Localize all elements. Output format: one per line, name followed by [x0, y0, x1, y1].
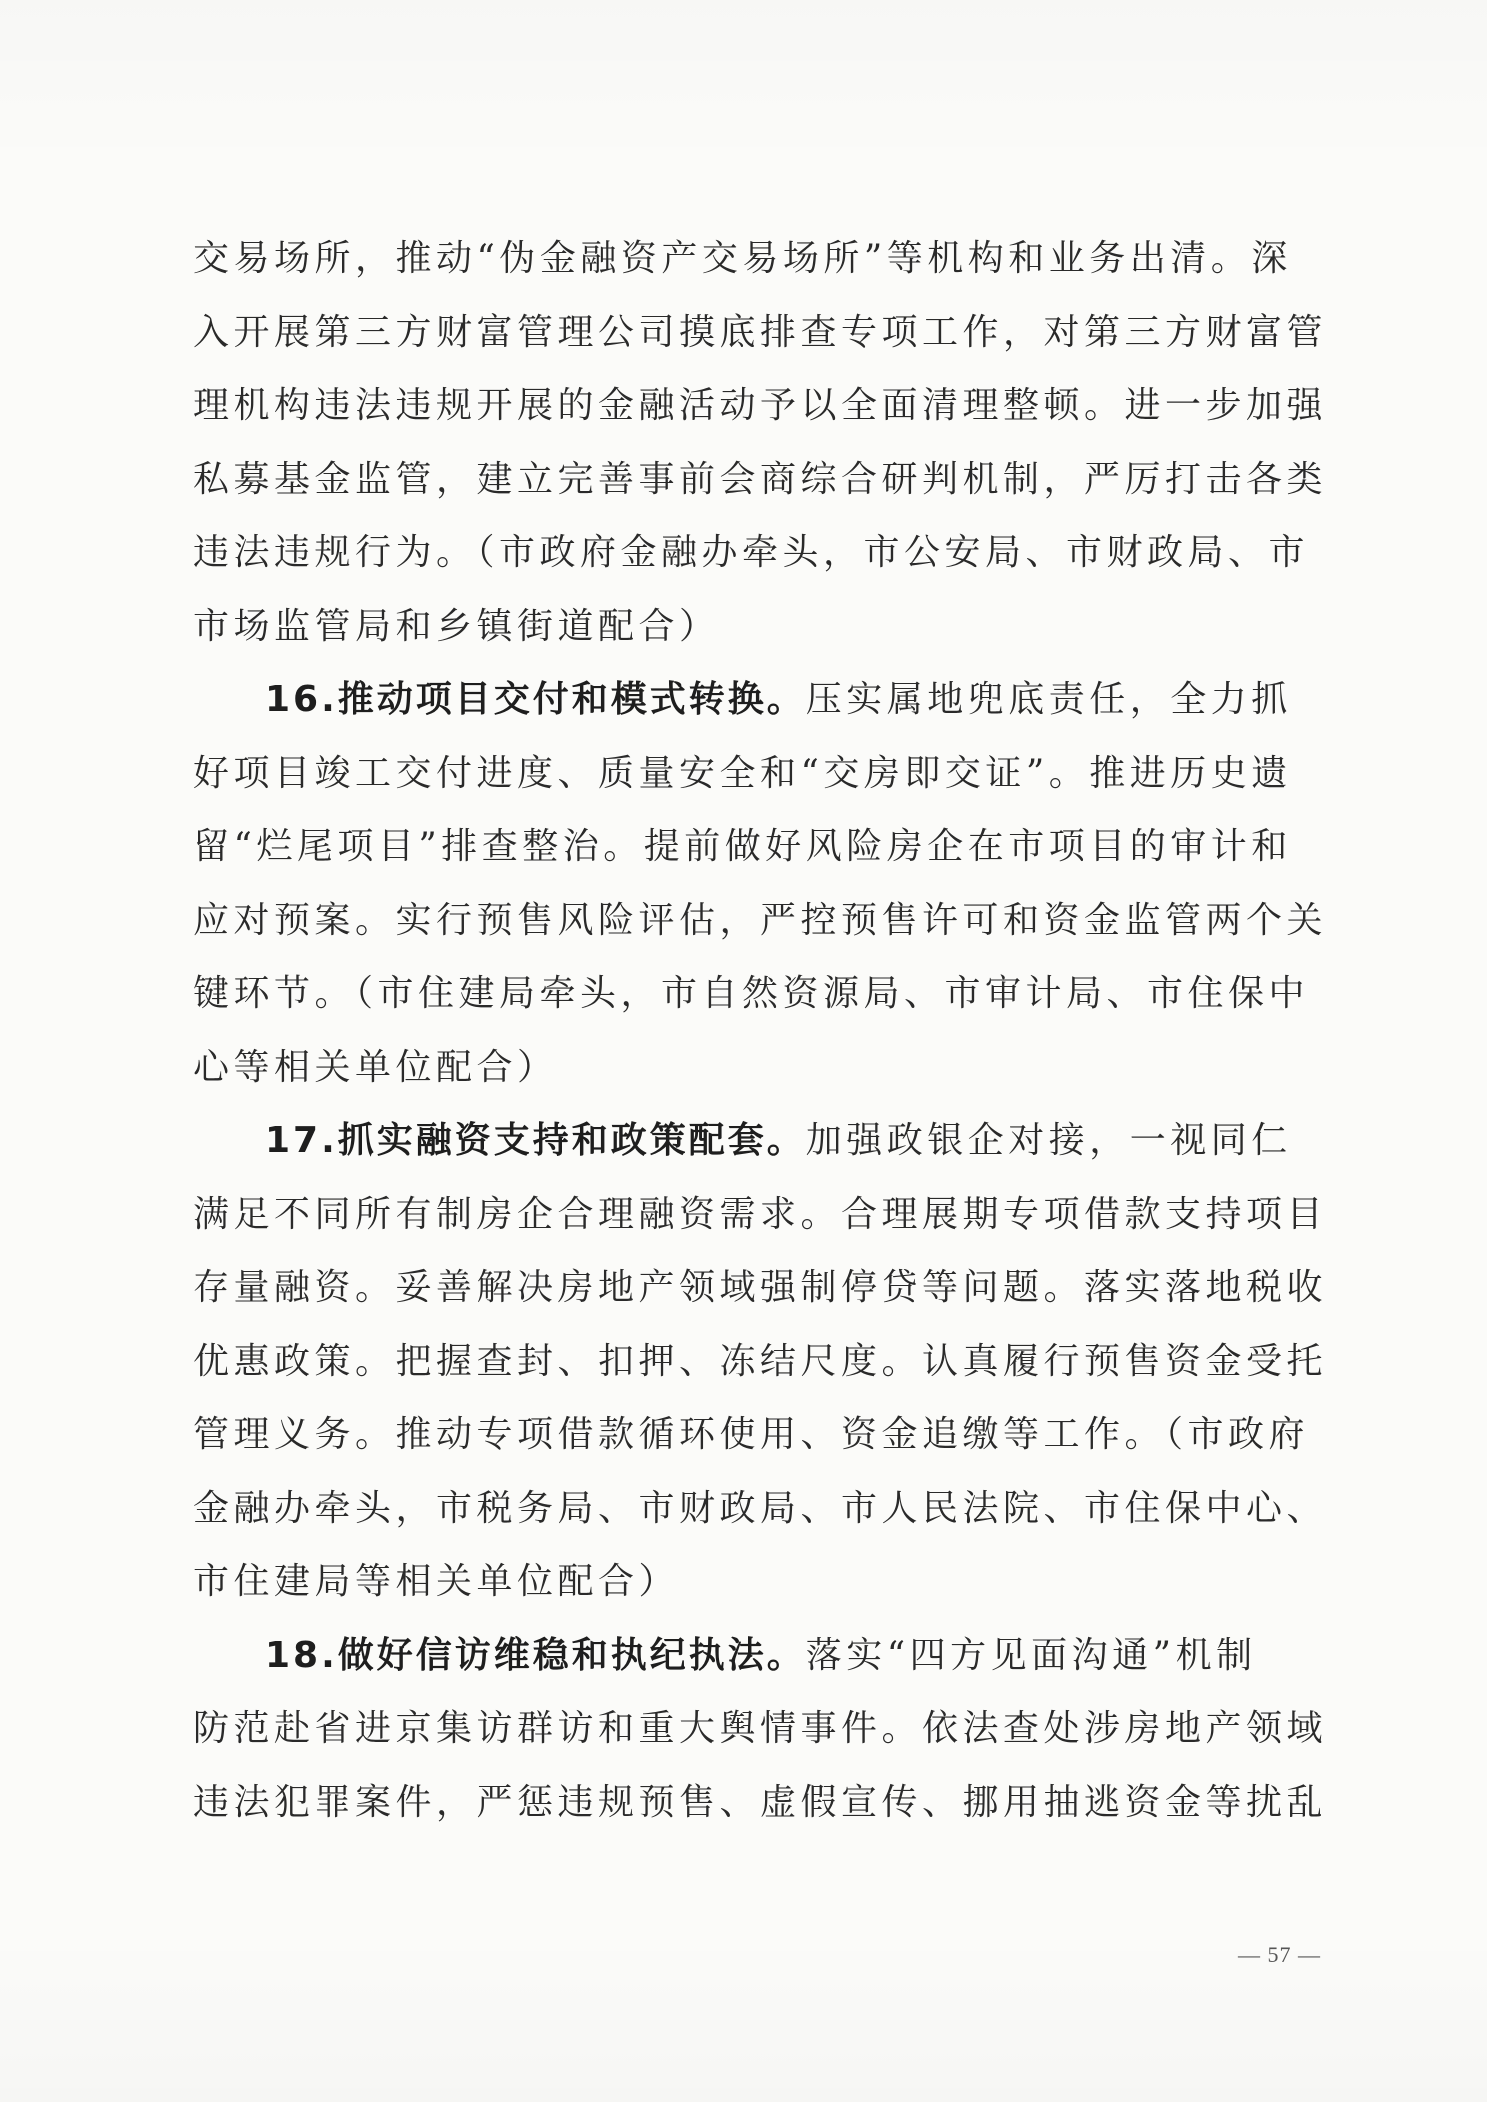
text-line: 私募基金监管，建立完善事前会商综合研判机制，严厉打击各类	[193, 458, 1328, 500]
text-line: 优惠政策。把握查封、扣押、冻结尺度。认真履行预售资金受托	[193, 1340, 1328, 1382]
text-line: 防范赴省进京集访群访和重大舆情事件。依法查处涉房地产领域	[193, 1708, 1328, 1749]
paragraph-18-first-line	[193, 1619, 1293, 1693]
text-line: 金融办牵头，市税务局、市财政局、市人民法院、市住保中心、	[193, 1487, 1328, 1529]
paragraph-16-text: 压实属地兜底责任，全力抓	[805, 679, 1292, 720]
text-line: 违法违规行为。（市政府金融办牵头，市公安局、市财政局、市	[193, 532, 1310, 573]
paragraph-17-text: 加强政银企对接，一视同仁	[805, 1120, 1292, 1161]
text-line: 入开展第三方财富管理公司摸底排查专项工作，对第三方财富管	[193, 311, 1328, 353]
paragraph-17-heading: 17.抓实融资支持和政策配套。	[265, 1120, 806, 1161]
text-line: 市场监管局和乡镇街道配合）	[193, 605, 720, 647]
text-line: 违法犯罪案件，严惩违规预售、虚假宣传、挪用抽逃资金等扰乱	[193, 1781, 1328, 1823]
text-line: 心等相关单位配合）	[193, 1046, 558, 1088]
text-line: 应对预案。实行预售风险评估，严控预售许可和资金监管两个关	[193, 899, 1328, 941]
paragraph-18-text: 落实“四方见面沟通”机制	[805, 1634, 1257, 1676]
paragraph-18-heading: 18.做好信访维稳和执纪执法。	[265, 1634, 806, 1676]
text-line: 交易场所，推动“伪金融资产交易场所”等机构和业务出清。深	[193, 238, 1292, 279]
paragraph-16-heading: 16.推动项目交付和模式转换。	[265, 679, 806, 720]
text-line: 管理义务。推动专项借款循环使用、资金追缴等工作。（市政府	[193, 1414, 1310, 1455]
text-line: 满足不同所有制房企合理融资需求。合理展期专项借款支持项目	[193, 1193, 1328, 1235]
paragraph-17-first-line	[193, 1104, 1293, 1178]
text-line: 理机构违法违规开展的金融活动予以全面清理整顿。进一步加强	[193, 385, 1328, 426]
text-line: 键环节。（市住建局牵头，市自然资源局、市审计局、市住保中	[193, 973, 1310, 1014]
text-line: 市住建局等相关单位配合）	[193, 1561, 680, 1602]
page-number: — 57 —	[1238, 1942, 1321, 1967]
text-line: 好项目竣工交付进度、质量安全和“交房即交证”。推进历史遗	[193, 752, 1292, 794]
paragraph-16-first-line	[193, 663, 1293, 737]
text-line: 留“烂尾项目”排查整治。提前做好风险房企在市项目的审计和	[193, 826, 1292, 867]
body-text	[193, 222, 1328, 1839]
text-line: 存量融资。妥善解决房地产领域强制停贷等问题。落实落地税收	[193, 1267, 1328, 1308]
